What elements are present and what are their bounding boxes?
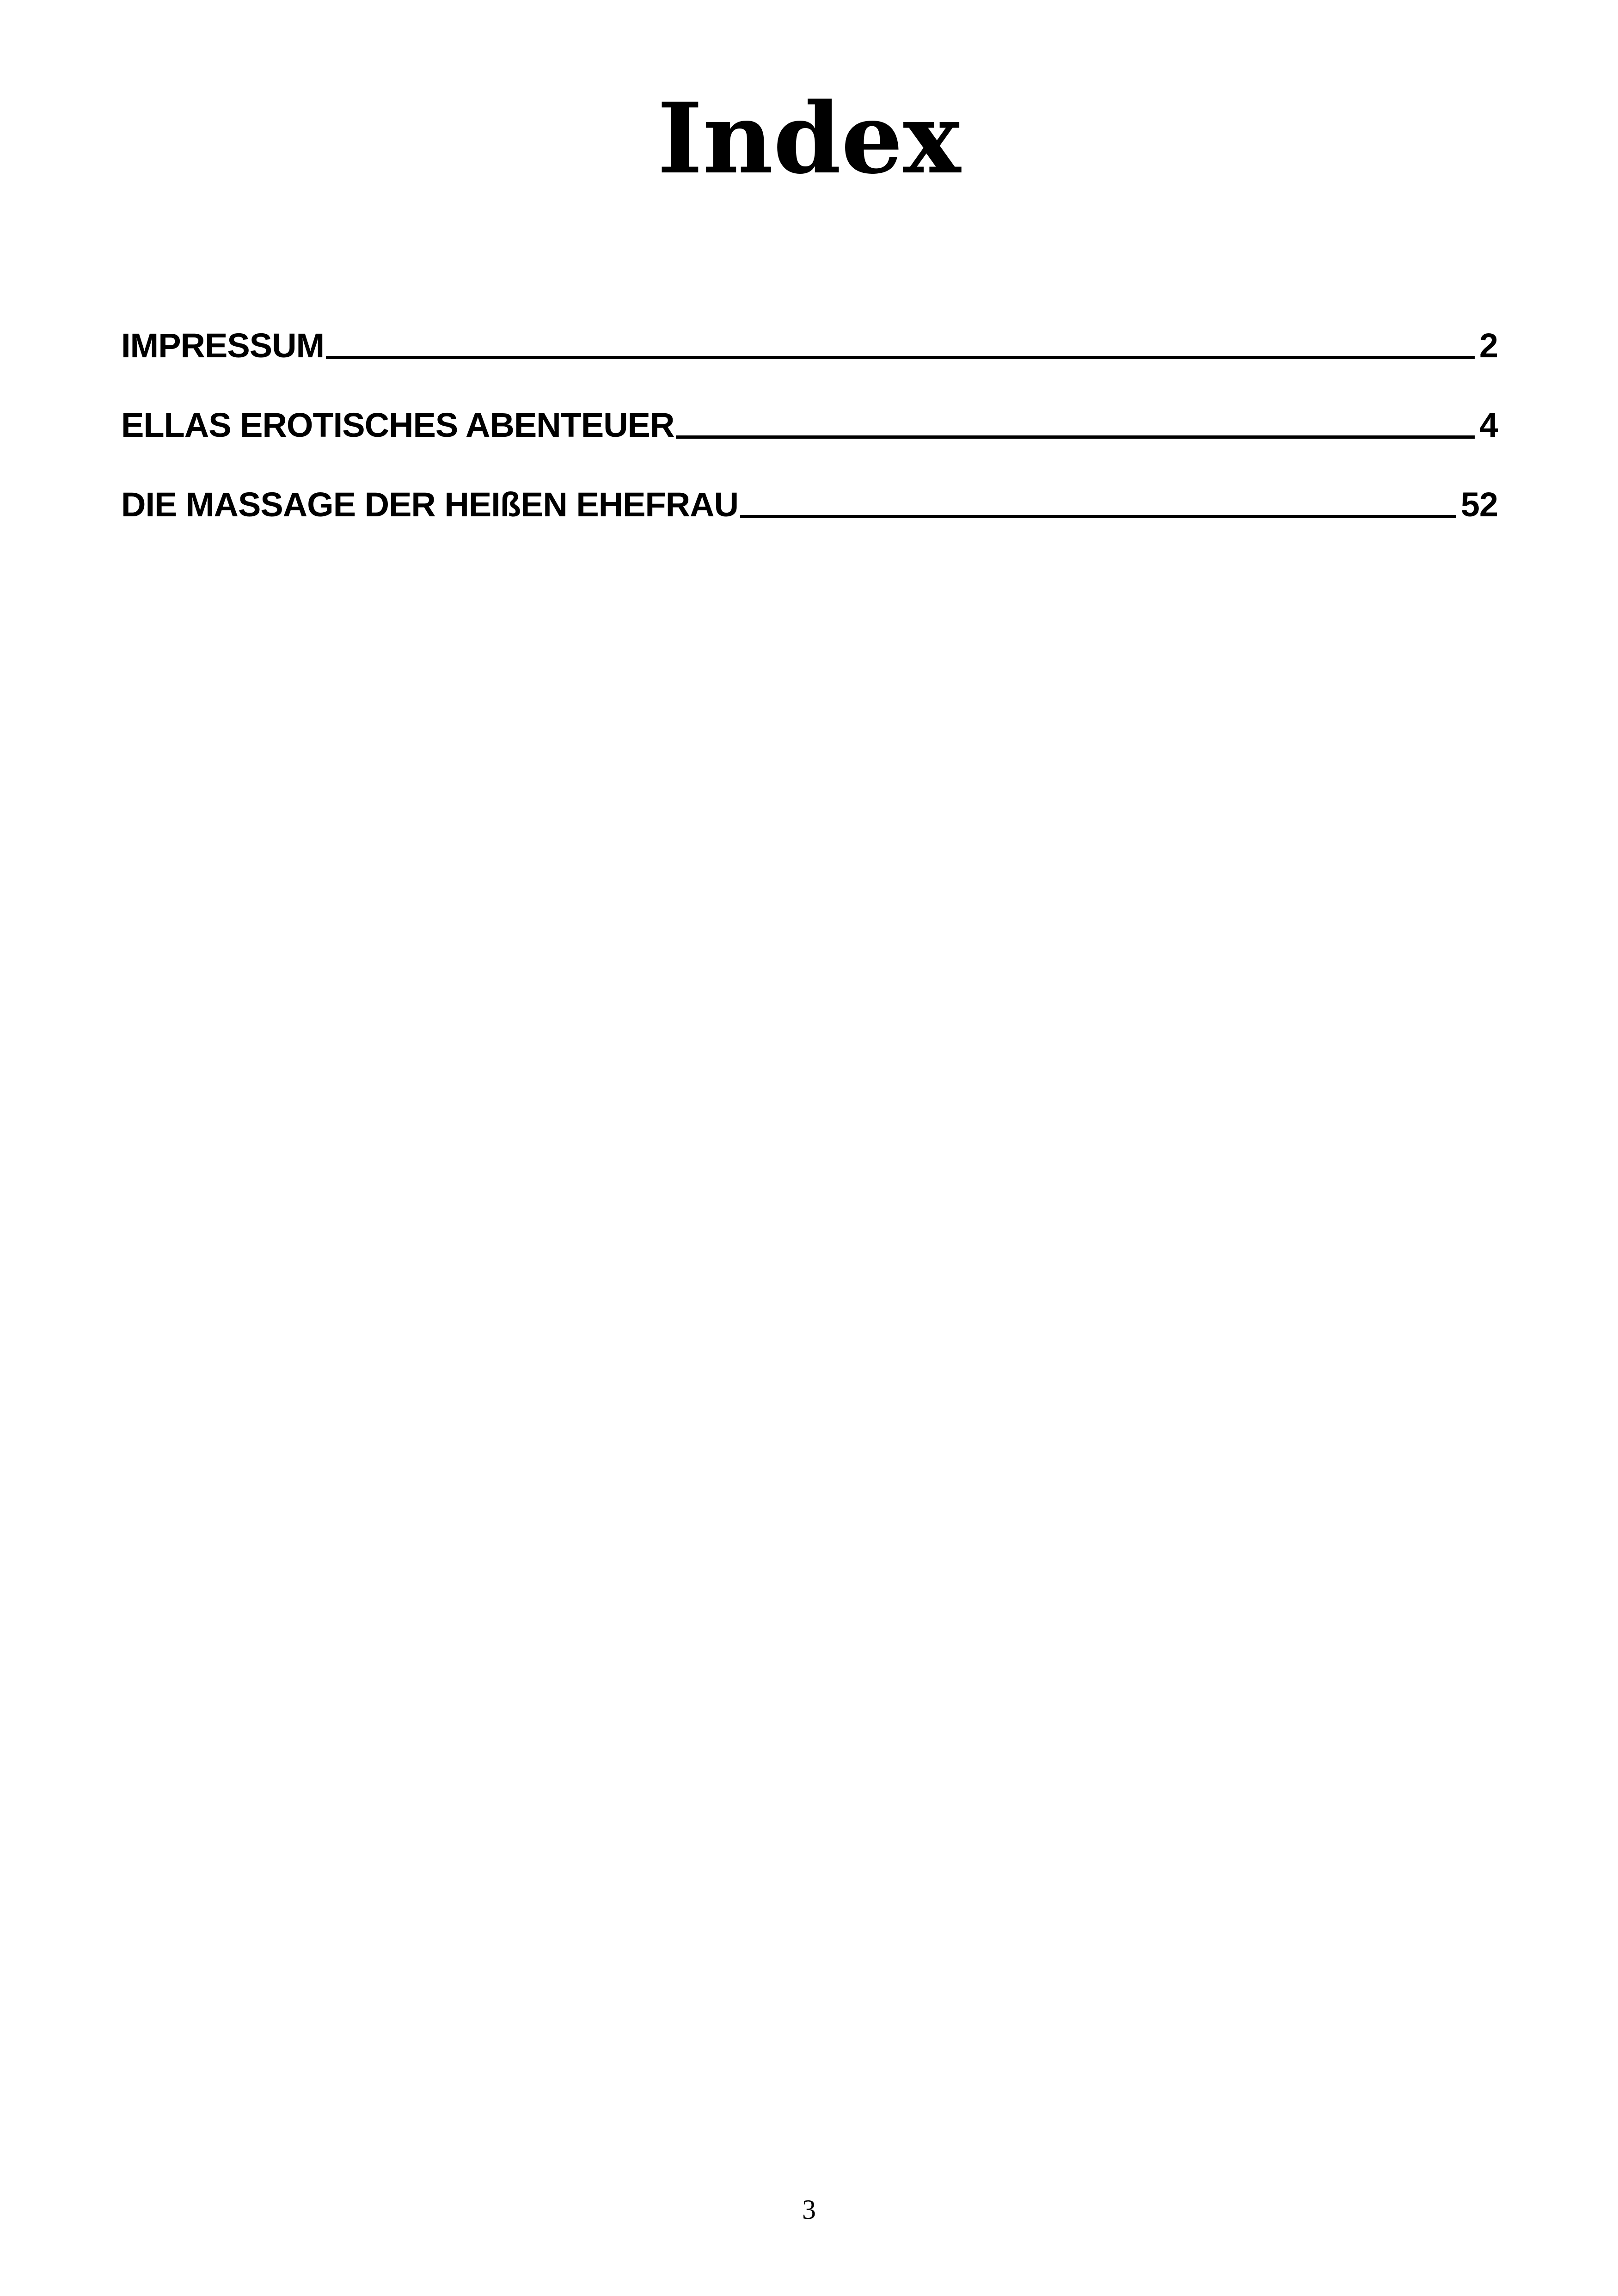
toc-entry-label: DIE MASSAGE DER HEIßEN EHEFRAU (121, 485, 739, 524)
page-number: 3 (802, 2194, 816, 2225)
toc-entry-page: 52 (1460, 485, 1498, 524)
toc-entry-ellas-erotisches-abenteuer[interactable] (121, 405, 1498, 485)
page-title: Index (657, 81, 961, 196)
toc-entry-page: 2 (1479, 326, 1498, 365)
table-of-contents (121, 326, 1498, 564)
toc-leader-line (740, 515, 1456, 518)
toc-entry-impressum[interactable] (121, 326, 1498, 405)
toc-entry-die-massage-der-heissen-ehefrau[interactable] (121, 485, 1498, 564)
toc-entry-page: 4 (1479, 406, 1498, 444)
toc-entry-label: ELLAS EROTISCHES ABENTEUER (121, 406, 674, 444)
toc-leader-line (326, 356, 1475, 359)
toc-entry-label: IMPRESSUM (121, 326, 325, 365)
toc-leader-line (676, 435, 1474, 439)
